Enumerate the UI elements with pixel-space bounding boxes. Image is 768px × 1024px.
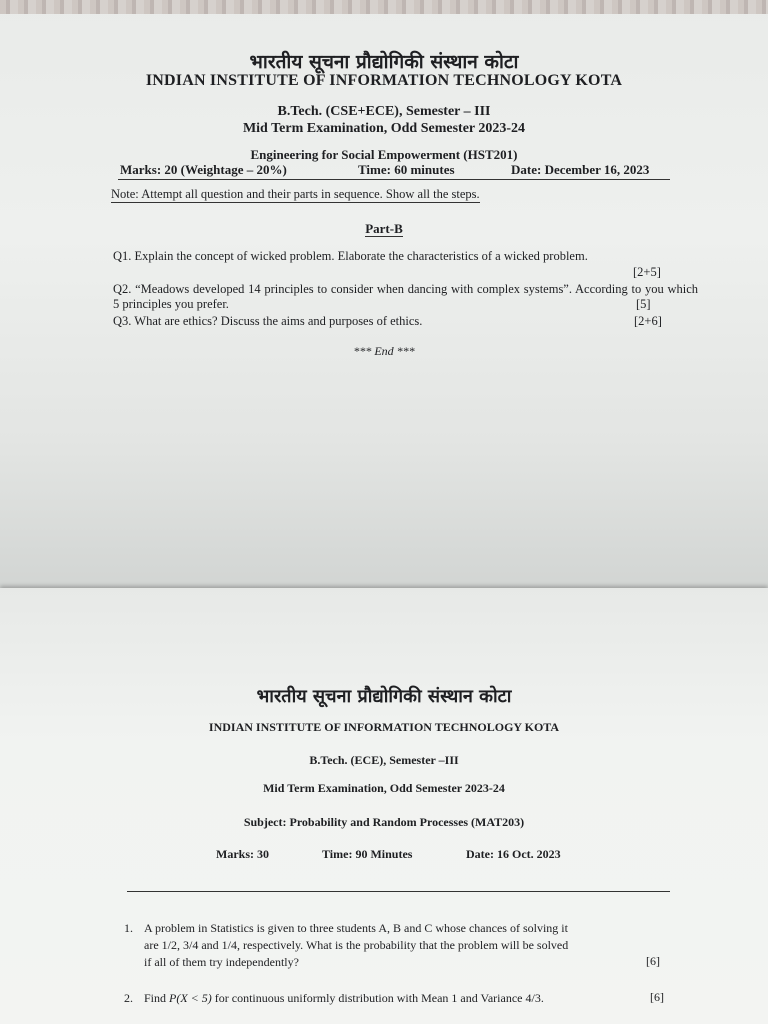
- course-line: B.Tech. (ECE), Semester –III: [309, 753, 459, 767]
- time-label: Time: 60 minutes: [358, 162, 455, 177]
- question-1-line-2: are 1/2, 3/4 and 1/4, respectively. What is the probability that the problem will be solved: [144, 938, 569, 952]
- header-divider: [127, 891, 670, 892]
- subject-line: Engineering for Social Empowerment (HST201): [250, 147, 518, 162]
- exam-meta-row: [0, 847, 768, 863]
- question-1-marks: [2+5]: [633, 265, 661, 279]
- date-label: Date: December 16, 2023: [511, 162, 650, 177]
- question-1: Q1. Explain the concept of wicked problem. Elaborate the characteristics of a wicked problem.: [113, 249, 588, 263]
- question-3-marks: [2+6]: [634, 314, 662, 328]
- question-2-marks: [6]: [650, 990, 664, 1004]
- question-1-marks: [6]: [646, 954, 660, 968]
- math-expression: P(X < 5): [169, 991, 212, 1005]
- question-2: Find P(X < 5) for continuous uniformly distribution with Mean 1 and Variance 4/3.: [144, 991, 544, 1005]
- question-1-line-3: if all of them try independently?: [144, 955, 299, 969]
- course-line: B.Tech. (CSE+ECE), Semester – III: [277, 104, 491, 119]
- exam-paper-mat203: [0, 588, 768, 1024]
- question-1-number: 1.: [124, 921, 133, 935]
- section-heading: Part-B: [365, 221, 403, 236]
- question-1-line-1: A problem in Statistics is given to three students A, B and C whose chances of solving it: [144, 921, 568, 935]
- time-label: Time: 90 Minutes: [322, 847, 413, 861]
- question-2-marks: [5]: [636, 297, 651, 311]
- hindi-institute-title: भारतीय सूचना प्रौद्योगिकी संस्थान कोटा: [249, 51, 519, 73]
- subject-line: Subject: Probability and Random Processes (MAT203): [243, 815, 525, 829]
- marks-label: Marks: 30: [216, 847, 269, 861]
- question-1: [144, 920, 668, 971]
- question-2-number: 2.: [124, 991, 133, 1005]
- institute-name: INDIAN INSTITUTE OF INFORMATION TECHNOLOGY KOTA: [145, 72, 623, 89]
- exam-meta-row: [118, 162, 670, 180]
- end-marker: *** End ***: [353, 344, 415, 358]
- hindi-institute-title: भारतीय सूचना प्रौद्योगिकी संस्थान कोटा: [256, 686, 512, 707]
- date-label: Date: 16 Oct. 2023: [466, 847, 561, 861]
- marks-label: Marks: 20 (Weightage – 20%): [120, 162, 287, 177]
- question-2: Q2. “Meadows developed 14 principles to consider when dancing with complex systems”. According to you which 5 principles you prefer.: [113, 282, 698, 311]
- exam-line: Mid Term Examination, Odd Semester 2023-24: [242, 121, 526, 136]
- institute-name: INDIAN INSTITUTE OF INFORMATION TECHNOLOGY KOTA: [208, 720, 560, 734]
- question-3: Q3. What are ethics? Discuss the aims and purposes of ethics.: [113, 314, 423, 328]
- exam-line: Mid Term Examination, Odd Semester 2023-24: [263, 781, 505, 795]
- instructions-note: Note: Attempt all question and their parts in sequence. Show all the steps.: [111, 187, 480, 201]
